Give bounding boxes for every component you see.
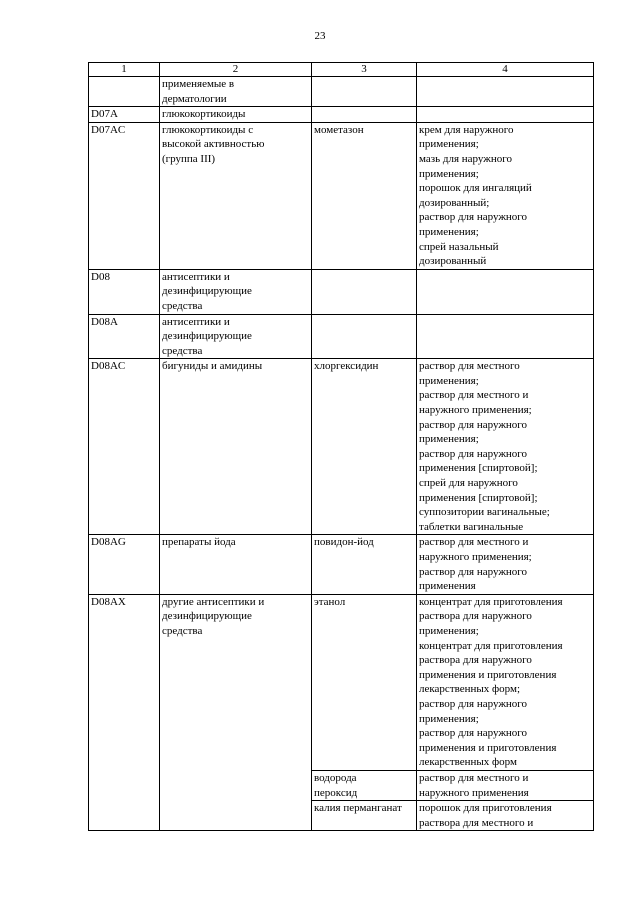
cell-line: раствор для наружного	[419, 418, 528, 431]
drug-cell	[312, 77, 417, 107]
code-cell	[89, 77, 160, 107]
cell-line: высокой активностью	[162, 138, 265, 151]
group-cell	[160, 77, 312, 107]
atc-code: D08	[91, 270, 110, 283]
cell-line: применения	[419, 580, 476, 593]
cell-line: применения;	[419, 374, 479, 387]
cell-line: дезинфицирующие	[162, 285, 252, 298]
drug-cell	[312, 269, 417, 314]
cell-line: применения;	[419, 433, 479, 446]
cell-line: глюкокортикоиды	[162, 108, 246, 121]
cell-line: хлоргексидин	[314, 360, 379, 373]
cell-line: применения;	[419, 167, 479, 180]
cell-line: антисептики и	[162, 270, 230, 283]
cell-line: суппозитории вагинальные;	[419, 506, 550, 519]
cell-line: применения и приготовления	[419, 668, 557, 681]
cell-line: раствора для местного и	[419, 816, 534, 829]
cell-line: глюкокортикоиды с	[162, 123, 254, 136]
forms-cell	[417, 801, 594, 831]
forms-cell	[417, 359, 594, 535]
atc-code: D07AC	[91, 123, 126, 136]
drug-cell	[312, 107, 417, 123]
forms-cell	[417, 122, 594, 269]
forms-cell	[417, 269, 594, 314]
forms-cell	[417, 77, 594, 107]
forms-cell	[417, 107, 594, 123]
cell-line: раствор для наружного	[419, 447, 528, 460]
cell-line: крем для наружного	[419, 123, 514, 136]
drug-cell	[312, 594, 417, 770]
drug-cell	[312, 359, 417, 535]
forms-cell	[417, 594, 594, 770]
cell-line: антисептики и	[162, 315, 230, 328]
cell-line: таблетки вагинальные	[419, 520, 524, 533]
cell-line: раствора для наружного	[419, 610, 532, 623]
atc-code: D08AG	[91, 536, 126, 549]
cell-line: (группа III)	[162, 152, 216, 165]
cell-line: дозированный;	[419, 196, 490, 209]
cell-line: раствор для местного	[419, 360, 520, 373]
cell-line: дезинфицирующие	[162, 330, 252, 343]
group-cell	[160, 314, 312, 359]
drug-cell	[312, 122, 417, 269]
cell-line: раствор для наружного	[419, 697, 528, 710]
group-cell	[160, 359, 312, 535]
drug-cell	[312, 770, 417, 800]
drug-cell	[312, 314, 417, 359]
cell-line: бигуниды и амидины	[162, 360, 263, 373]
code-cell	[89, 535, 160, 594]
cell-line: применяемые в	[162, 78, 235, 90]
header-col-4: 4	[417, 63, 594, 77]
page-number: 23	[314, 30, 326, 42]
cell-line: спрей для наружного	[419, 477, 518, 490]
cell-line: концентрат для приготовления	[419, 595, 563, 608]
atc-code: D08AX	[91, 595, 126, 608]
forms-cell	[417, 770, 594, 800]
drug-cell	[312, 801, 417, 831]
cell-line: дозированный	[419, 255, 487, 268]
cell-line: средства	[162, 299, 203, 312]
cell-line: наружного применения	[419, 786, 529, 799]
cell-line: мометазон	[314, 123, 364, 136]
cell-line: пероксид	[314, 786, 358, 799]
table-row	[89, 107, 594, 123]
cell-line: применения и приготовления	[419, 741, 557, 754]
cell-line: раствор для наружного	[419, 727, 528, 740]
group-cell	[160, 269, 312, 314]
cell-line: дезинфицирующие	[162, 610, 252, 623]
table-row	[89, 269, 594, 314]
table-row	[89, 594, 594, 770]
group-cell	[160, 594, 312, 831]
group-cell	[160, 122, 312, 269]
cell-line: лекарственных форм	[419, 756, 517, 769]
table-row	[89, 77, 594, 107]
code-cell	[89, 107, 160, 123]
cell-line: применения [спиртовой];	[419, 462, 538, 475]
forms-cell	[417, 535, 594, 594]
cell-line: повидон-йод	[314, 536, 374, 549]
code-cell	[89, 122, 160, 269]
header-row	[89, 63, 594, 77]
cell-line: водорода	[314, 771, 357, 784]
cell-line: порошок для ингаляций	[419, 182, 532, 195]
cell-line: дерматологии	[162, 92, 227, 105]
cell-line: препараты йода	[162, 536, 236, 549]
cell-line: мазь для наружного	[419, 152, 512, 165]
drug-table	[88, 62, 594, 831]
header-col-2: 2	[160, 63, 312, 77]
cell-line: средства	[162, 624, 203, 637]
cell-line: применения [спиртовой];	[419, 491, 538, 504]
atc-code: D08AC	[91, 360, 126, 373]
cell-line: этанол	[314, 595, 346, 608]
code-cell	[89, 594, 160, 831]
table-row	[89, 122, 594, 269]
cell-line: концентрат для приготовления	[419, 639, 563, 652]
code-cell	[89, 314, 160, 359]
cell-line: применения;	[419, 225, 479, 238]
cell-line: раствор для местного и	[419, 536, 529, 549]
cell-line: калия перманганат	[314, 802, 402, 815]
code-cell	[89, 269, 160, 314]
cell-line: раствор для наружного	[419, 211, 528, 224]
forms-cell	[417, 314, 594, 359]
cell-line: наружного применения;	[419, 551, 532, 563]
group-cell	[160, 535, 312, 594]
cell-line: средства	[162, 344, 203, 357]
cell-line: раствор для местного и	[419, 771, 529, 784]
cell-line: наружного применения;	[419, 404, 532, 417]
cell-line: применения;	[419, 624, 479, 637]
cell-line: применения;	[419, 138, 479, 151]
code-cell	[89, 359, 160, 535]
header-col-3: 3	[312, 63, 417, 77]
group-cell	[160, 107, 312, 123]
atc-code: D08A	[91, 315, 118, 328]
atc-code: D07A	[91, 108, 118, 121]
drug-cell	[312, 535, 417, 594]
cell-line: лекарственных форм;	[419, 683, 521, 696]
table-row	[89, 535, 594, 594]
table-row	[89, 314, 594, 359]
table-row	[89, 359, 594, 535]
cell-line: применения;	[419, 712, 479, 725]
cell-line: другие антисептики и	[162, 595, 265, 608]
cell-line: раствора для наружного	[419, 654, 532, 667]
cell-line: раствор для наружного	[419, 565, 528, 578]
cell-line: спрей назальный	[419, 240, 499, 253]
header-col-1: 1	[89, 63, 160, 77]
cell-line: раствор для местного и	[419, 389, 529, 402]
cell-line: порошок для приготовления	[419, 802, 552, 815]
